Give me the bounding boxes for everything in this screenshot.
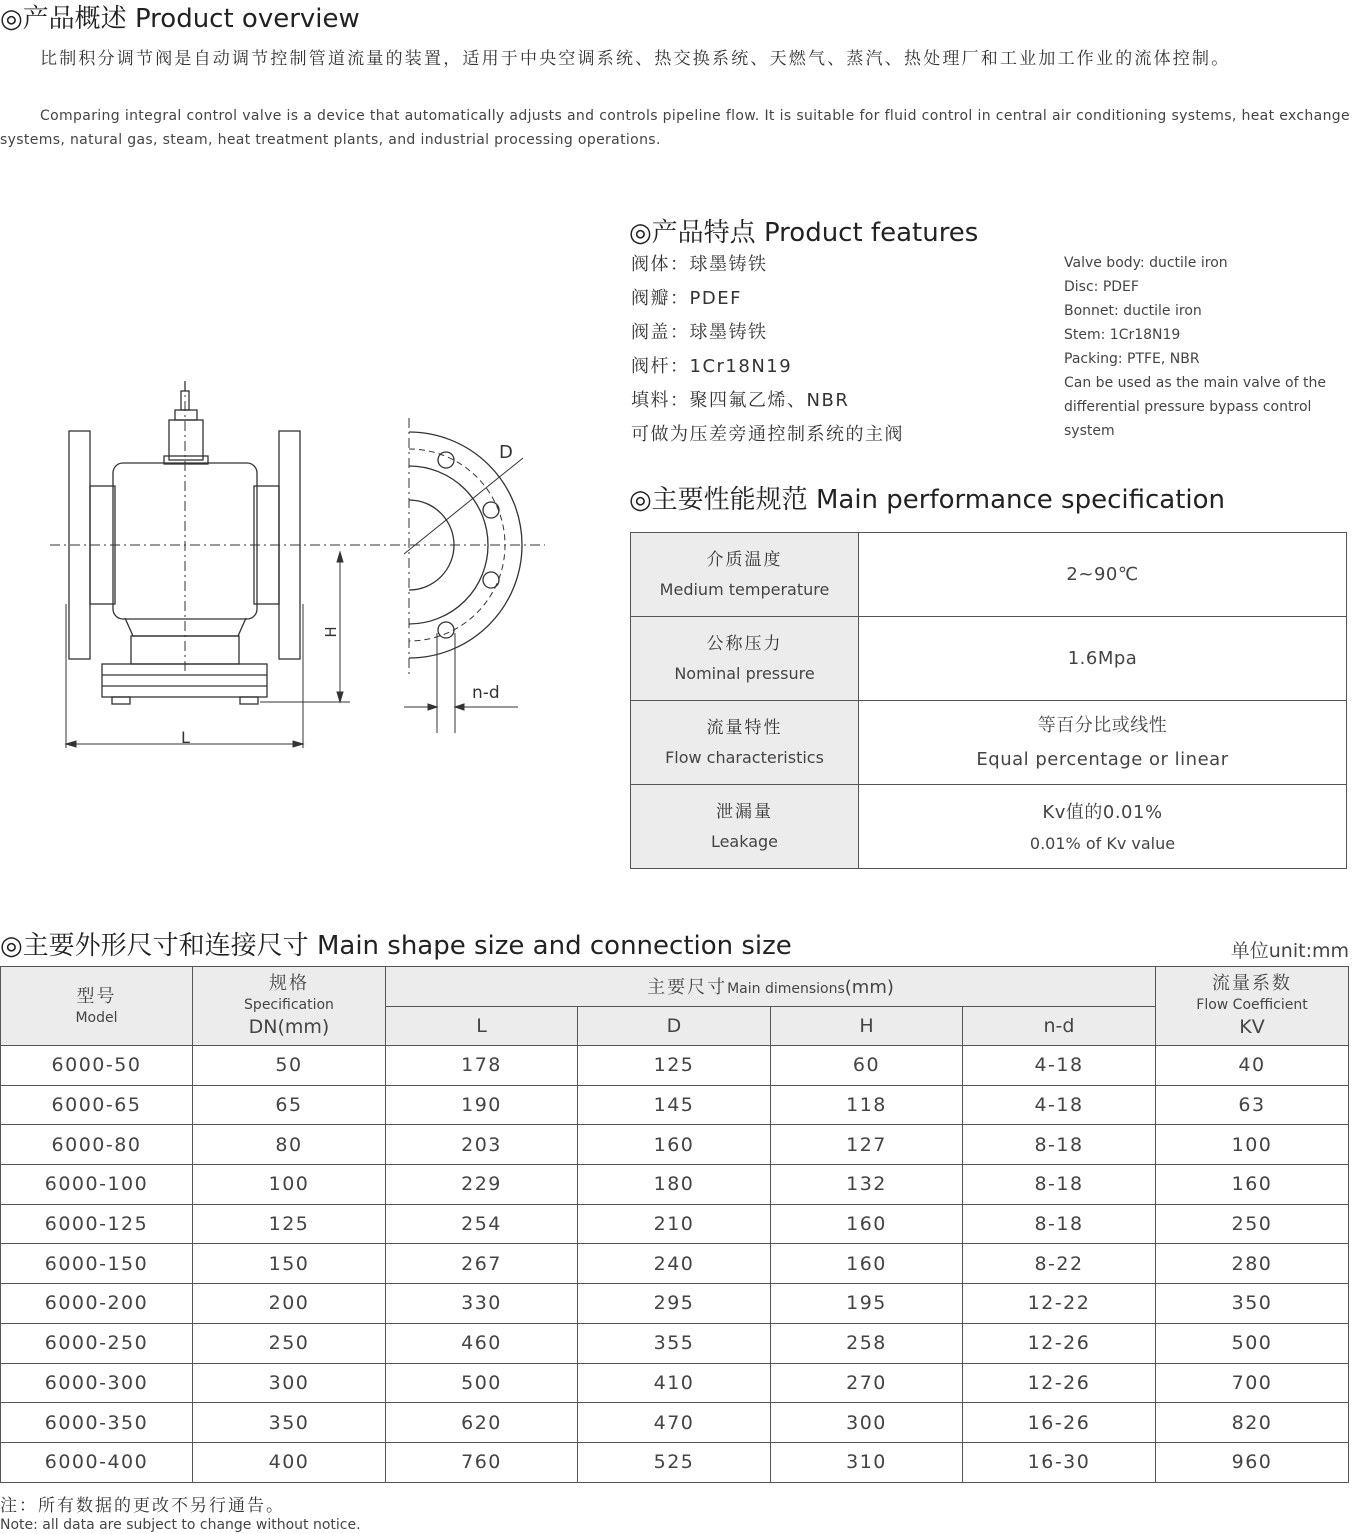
cell-spec: 400 bbox=[193, 1442, 386, 1482]
dim-label-D: D bbox=[499, 442, 513, 463]
features-heading: ◎产品特点 Product features bbox=[629, 218, 979, 248]
header-spec bbox=[193, 967, 386, 1046]
cell-H: 270 bbox=[771, 1363, 963, 1403]
header-main-dimensions bbox=[386, 967, 1156, 1007]
feature-cn-3: 阀盖：球墨铸铁 bbox=[631, 322, 768, 343]
valve-drawing bbox=[0, 370, 600, 760]
cell-model: 6000-400 bbox=[1, 1442, 193, 1482]
cell-nd: 8-18 bbox=[963, 1165, 1156, 1205]
cell-model: 6000-100 bbox=[1, 1165, 193, 1205]
cell-kv: 40 bbox=[1156, 1046, 1349, 1086]
performance-row bbox=[631, 701, 1347, 785]
unit-label: 单位unit:mm bbox=[1230, 940, 1349, 962]
perf-value: Kv值的0.01% bbox=[1042, 801, 1163, 823]
cell-H: 195 bbox=[771, 1284, 963, 1324]
header-main-en: Main dimensions bbox=[727, 981, 845, 998]
cell-kv: 500 bbox=[1156, 1323, 1349, 1363]
overview-heading: ◎产品概述 Product overview bbox=[0, 4, 360, 34]
header-H: H bbox=[771, 1006, 963, 1046]
perf-label-cn: 泄漏量 bbox=[716, 801, 773, 822]
cell-D: 160 bbox=[578, 1125, 771, 1165]
dimensions-heading: ◎主要外形尺寸和连接尺寸 Main shape size and connection size bbox=[0, 931, 792, 961]
table-row bbox=[1, 1125, 1349, 1165]
cell-L: 203 bbox=[386, 1125, 578, 1165]
cell-nd: 16-30 bbox=[963, 1442, 1156, 1482]
cell-model: 6000-50 bbox=[1, 1046, 193, 1086]
perf-value-en: 0.01% of Kv value bbox=[1029, 833, 1176, 853]
cell-nd: 16-26 bbox=[963, 1403, 1156, 1443]
cell-model: 6000-80 bbox=[1, 1125, 193, 1165]
note-cn: 注：所有数据的更改不另行通告。 bbox=[0, 1496, 285, 1516]
cell-kv: 280 bbox=[1156, 1244, 1349, 1284]
feature-cn-5: 填料：聚四氟乙烯、NBR bbox=[631, 390, 850, 411]
cell-model: 6000-150 bbox=[1, 1244, 193, 1284]
cell-kv: 160 bbox=[1156, 1165, 1349, 1205]
cell-spec: 150 bbox=[193, 1244, 386, 1284]
cell-nd: 8-18 bbox=[963, 1204, 1156, 1244]
performance-row bbox=[631, 617, 1347, 701]
table-row bbox=[1, 1363, 1349, 1403]
perf-value-en: Equal percentage or linear bbox=[976, 748, 1229, 770]
cell-H: 60 bbox=[771, 1046, 963, 1086]
cell-H: 118 bbox=[771, 1085, 963, 1125]
cell-kv: 250 bbox=[1156, 1204, 1349, 1244]
cell-H: 127 bbox=[771, 1125, 963, 1165]
header-L: L bbox=[386, 1006, 578, 1046]
header-main-unit: (mm) bbox=[844, 977, 894, 999]
dim-label-nd: n-d bbox=[472, 683, 500, 703]
table-row bbox=[1, 1165, 1349, 1205]
perf-value: 等百分比或线性 bbox=[1037, 714, 1168, 736]
cell-kv: 350 bbox=[1156, 1284, 1349, 1324]
feature-en-5: Packing: PTFE, NBR bbox=[1064, 351, 1200, 367]
header-model-cn: 型号 bbox=[76, 986, 117, 1007]
performance-table bbox=[630, 532, 1347, 869]
cell-L: 254 bbox=[386, 1204, 578, 1244]
cell-H: 132 bbox=[771, 1165, 963, 1205]
cell-D: 410 bbox=[578, 1363, 771, 1403]
header-spec-en: Specification bbox=[244, 997, 334, 1013]
perf-value: 2~90℃ bbox=[1066, 563, 1139, 585]
cell-L: 267 bbox=[386, 1244, 578, 1284]
cell-kv: 820 bbox=[1156, 1403, 1349, 1443]
cell-nd: 12-26 bbox=[963, 1323, 1156, 1363]
table-row bbox=[1, 1284, 1349, 1324]
feature-en-6: Can be used as the main valve of the differential pressure bypass control system bbox=[1064, 375, 1326, 439]
cell-H: 258 bbox=[771, 1323, 963, 1363]
performance-row bbox=[631, 785, 1347, 869]
cell-spec: 350 bbox=[193, 1403, 386, 1443]
cell-nd: 12-22 bbox=[963, 1284, 1156, 1324]
header-spec-cn: 规格 bbox=[269, 973, 309, 994]
cell-L: 760 bbox=[386, 1442, 578, 1482]
cell-nd: 4-18 bbox=[963, 1046, 1156, 1086]
performance-row bbox=[631, 533, 1347, 617]
header-flow-en: Flow Coefficient bbox=[1196, 997, 1308, 1013]
cell-D: 295 bbox=[578, 1284, 771, 1324]
cell-model: 6000-125 bbox=[1, 1204, 193, 1244]
cell-kv: 700 bbox=[1156, 1363, 1349, 1403]
performance-heading: ◎主要性能规范 Main performance specification bbox=[629, 485, 1226, 515]
feature-cn-1: 阀体：球墨铸铁 bbox=[631, 254, 768, 275]
cell-model: 6000-200 bbox=[1, 1284, 193, 1324]
table-row bbox=[1, 1403, 1349, 1443]
cell-D: 125 bbox=[578, 1046, 771, 1086]
perf-label-en: Nominal pressure bbox=[674, 663, 815, 683]
cell-L: 460 bbox=[386, 1323, 578, 1363]
cell-D: 355 bbox=[578, 1323, 771, 1363]
overview-text-en: Comparing integral control valve is a device that automatically adjusts and controls pipeline flow. It is suitable for fluid control in central air conditioning systems, heat exchange systems, natural gas, steam, heat treatment plants, and industrial processing operations. bbox=[0, 108, 1350, 148]
header-nd: n-d bbox=[963, 1006, 1156, 1046]
cell-L: 500 bbox=[386, 1363, 578, 1403]
feature-en-3: Bonnet: ductile iron bbox=[1064, 303, 1202, 319]
cell-model: 6000-65 bbox=[1, 1085, 193, 1125]
cell-D: 525 bbox=[578, 1442, 771, 1482]
table-row bbox=[1, 1046, 1349, 1086]
note-en: Note: all data are subject to change without notice. bbox=[0, 1517, 361, 1533]
feature-cn-2: 阀瓣：PDEF bbox=[631, 288, 742, 309]
cell-H: 300 bbox=[771, 1403, 963, 1443]
cell-nd: 8-18 bbox=[963, 1125, 1156, 1165]
dim-label-H: H bbox=[322, 626, 340, 638]
cell-spec: 300 bbox=[193, 1363, 386, 1403]
cell-L: 229 bbox=[386, 1165, 578, 1205]
cell-D: 145 bbox=[578, 1085, 771, 1125]
cell-H: 160 bbox=[771, 1244, 963, 1284]
cell-D: 470 bbox=[578, 1403, 771, 1443]
header-flow bbox=[1156, 967, 1349, 1046]
cell-kv: 63 bbox=[1156, 1085, 1349, 1125]
cell-spec: 200 bbox=[193, 1284, 386, 1324]
dimensions-table bbox=[0, 966, 1349, 1483]
cell-spec: 80 bbox=[193, 1125, 386, 1165]
perf-label-en: Leakage bbox=[710, 831, 779, 851]
cell-nd: 4-18 bbox=[963, 1085, 1156, 1125]
cell-D: 240 bbox=[578, 1244, 771, 1284]
cell-kv: 960 bbox=[1156, 1442, 1349, 1482]
header-model bbox=[1, 967, 193, 1046]
cell-L: 190 bbox=[386, 1085, 578, 1125]
header-flow-unit: KV bbox=[1239, 1016, 1265, 1038]
feature-en-2: Disc: PDEF bbox=[1064, 279, 1139, 295]
header-flow-cn: 流量系数 bbox=[1212, 973, 1292, 994]
table-row bbox=[1, 1204, 1349, 1244]
feature-en-1: Valve body: ductile iron bbox=[1064, 255, 1228, 271]
cell-model: 6000-300 bbox=[1, 1363, 193, 1403]
header-D: D bbox=[578, 1006, 771, 1046]
cell-nd: 8-22 bbox=[963, 1244, 1156, 1284]
cell-spec: 100 bbox=[193, 1165, 386, 1205]
table-row bbox=[1, 1442, 1349, 1482]
cell-model: 6000-350 bbox=[1, 1403, 193, 1443]
perf-label-cn: 介质温度 bbox=[706, 549, 783, 570]
cell-nd: 12-26 bbox=[963, 1363, 1156, 1403]
perf-label-en: Flow characteristics bbox=[665, 747, 824, 767]
cell-model: 6000-250 bbox=[1, 1323, 193, 1363]
table-row bbox=[1, 1085, 1349, 1125]
cell-spec: 250 bbox=[193, 1323, 386, 1363]
dim-label-L: L bbox=[181, 728, 190, 747]
cell-H: 160 bbox=[771, 1204, 963, 1244]
cell-spec: 125 bbox=[193, 1204, 386, 1244]
header-model-en: Model bbox=[75, 1010, 118, 1026]
cell-spec: 50 bbox=[193, 1046, 386, 1086]
header-spec-unit: DN(mm) bbox=[248, 1016, 330, 1038]
cell-H: 310 bbox=[771, 1442, 963, 1482]
cell-spec: 65 bbox=[193, 1085, 386, 1125]
header-main-cn: 主要尺寸 bbox=[647, 977, 728, 999]
cell-L: 330 bbox=[386, 1284, 578, 1324]
perf-label-en: Medium temperature bbox=[659, 579, 830, 599]
cell-D: 180 bbox=[578, 1165, 771, 1205]
cell-kv: 100 bbox=[1156, 1125, 1349, 1165]
feature-cn-4: 阀杆：1Cr18N19 bbox=[631, 356, 793, 377]
cell-D: 210 bbox=[578, 1204, 771, 1244]
perf-value: 1.6Mpa bbox=[1067, 647, 1138, 669]
overview-text-cn: 比制积分调节阀是自动调节控制管道流量的装置，适用于中央空调系统、热交换系统、天燃气、蒸汽、热处理厂和工业加工作业的流体控制。 bbox=[40, 49, 1231, 69]
table-row bbox=[1, 1323, 1349, 1363]
perf-label-cn: 流量特性 bbox=[706, 717, 783, 738]
cell-L: 178 bbox=[386, 1046, 578, 1086]
cell-L: 620 bbox=[386, 1403, 578, 1443]
table-row bbox=[1, 1244, 1349, 1284]
perf-label-cn: 公称压力 bbox=[706, 633, 783, 654]
feature-en-4: Stem: 1Cr18N19 bbox=[1064, 327, 1181, 343]
feature-cn-6: 可做为压差旁通控制系统的主阀 bbox=[631, 424, 904, 445]
